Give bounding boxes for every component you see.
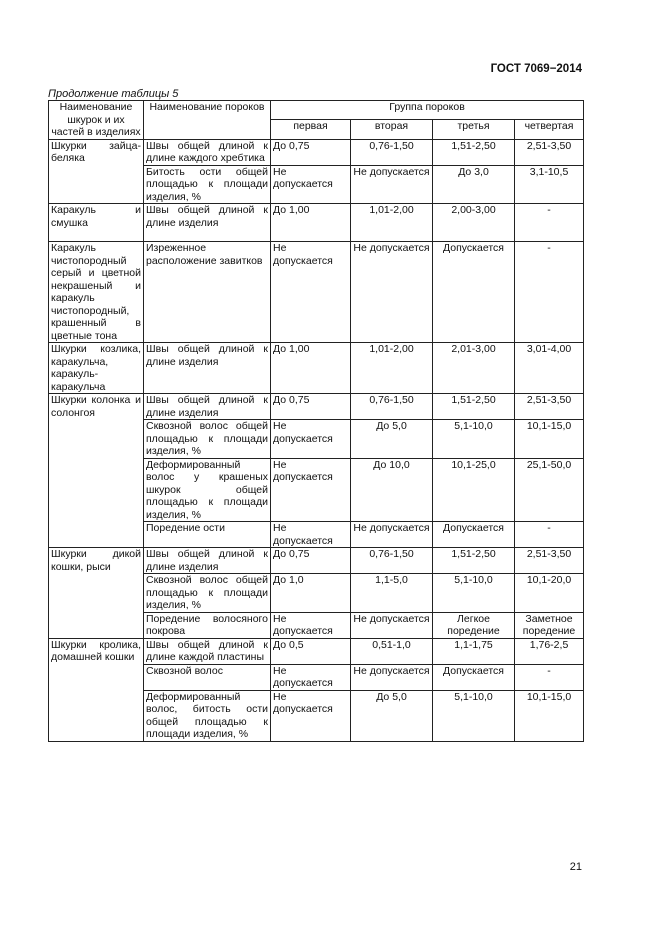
value-cell: 0,76-1,50 <box>351 394 433 420</box>
value-cell: 2,51-3,50 <box>515 548 584 574</box>
value-cell: До 5,0 <box>351 420 433 459</box>
value-cell: Допускается <box>433 242 515 343</box>
defect-cell: Швы общей длиной к длине изделия <box>144 343 271 394</box>
value-cell: Не допускается <box>271 612 351 638</box>
value-cell: 2,01-3,00 <box>433 343 515 394</box>
value-cell: 1,51-2,50 <box>433 548 515 574</box>
skin-name-cell: Шкурки колонка и солонгоя <box>49 394 144 548</box>
defect-cell: Швы общей длиной к длине изделия <box>144 394 271 420</box>
defect-cell: Швы общей длиной к длине каждой пластины <box>144 638 271 664</box>
defect-cell: Деформированный волос, битость ости общей площадью к площади изделия, % <box>144 690 271 741</box>
col-header-g3: третья <box>433 120 515 139</box>
col-header-defect: Наименование пороков <box>144 101 271 140</box>
table-row <box>49 343 584 394</box>
value-cell: Допускается <box>433 664 515 690</box>
value-cell: Не допускается <box>271 664 351 690</box>
value-cell: 5,1-10,0 <box>433 420 515 459</box>
value-cell: 0,76-1,50 <box>351 139 433 165</box>
value-cell: До 0,5 <box>271 638 351 664</box>
value-cell: Легкое поредение <box>433 612 515 638</box>
skin-name-cell: Шкурки дикой кошки, рыси <box>49 548 144 639</box>
value-cell: 1,1-1,75 <box>433 638 515 664</box>
value-cell: 10,1-15,0 <box>515 690 584 741</box>
value-cell: 1,01-2,00 <box>351 204 433 242</box>
value-cell: До 0,75 <box>271 139 351 165</box>
skin-name-cell: Каракуль чистопородный серый и цветной некрашеный и каракуль чистопородный, крашенный в цветные тона <box>49 242 144 343</box>
value-cell: 2,00-3,00 <box>433 204 515 242</box>
value-cell: До 1,0 <box>271 574 351 613</box>
value-cell: - <box>515 522 584 548</box>
value-cell: 25,1-50,0 <box>515 458 584 522</box>
table-row <box>49 139 584 165</box>
value-cell: 1,1-5,0 <box>351 574 433 613</box>
defect-cell: Битость ости общей площадью к площади изделия, % <box>144 165 271 204</box>
value-cell: До 5,0 <box>351 690 433 741</box>
value-cell: До 1,00 <box>271 343 351 394</box>
value-cell: 1,51-2,50 <box>433 139 515 165</box>
defect-cell: Сквозной волос общей площадью к площади изделия, % <box>144 420 271 459</box>
defect-cell: Швы общей длиной к длине изделия <box>144 548 271 574</box>
value-cell: 10,1-20,0 <box>515 574 584 613</box>
table-row <box>49 394 584 420</box>
skin-name-cell: Шкурки зайца-беляка <box>49 139 144 204</box>
defect-cell: Швы общей длиной к длине каждого хребтика <box>144 139 271 165</box>
value-cell: 3,01-4,00 <box>515 343 584 394</box>
skin-name-cell: Шкурки козлика, каракульча, каракуль-каракульча <box>49 343 144 394</box>
table-row <box>49 242 584 343</box>
value-cell: До 0,75 <box>271 548 351 574</box>
value-cell: - <box>515 242 584 343</box>
table-header-row-1 <box>49 101 584 120</box>
value-cell: 5,1-10,0 <box>433 574 515 613</box>
value-cell: 5,1-10,0 <box>433 690 515 741</box>
value-cell: Не допускается <box>351 165 433 204</box>
defect-cell: Поредение волосяного покрова <box>144 612 271 638</box>
col-header-name: Наименование шкурок и их частей в изделиях <box>49 101 144 140</box>
value-cell: - <box>515 664 584 690</box>
table-caption: Продолжение таблицы 5 <box>48 88 179 100</box>
skin-name-cell: Шкурки кролика, домашней кошки <box>49 638 144 741</box>
col-header-g4: четвертая <box>515 120 584 139</box>
value-cell: 1,51-2,50 <box>433 394 515 420</box>
value-cell: 10,1-25,0 <box>433 458 515 522</box>
page-number: 21 <box>569 861 582 873</box>
value-cell: Заметное поредение <box>515 612 584 638</box>
table-row <box>49 548 584 574</box>
value-cell: 1,01-2,00 <box>351 343 433 394</box>
value-cell: 0,51-1,0 <box>351 638 433 664</box>
col-header-g2: вторая <box>351 120 433 139</box>
table-row <box>49 204 584 242</box>
defect-cell: Сквозной волос <box>144 664 271 690</box>
value-cell: - <box>515 204 584 242</box>
defect-cell: Сквозной волос общей площадью к площади изделия, % <box>144 574 271 613</box>
col-header-g1: первая <box>271 120 351 139</box>
value-cell: Не допускается <box>271 242 351 343</box>
defects-table <box>48 100 584 742</box>
col-header-group: Группа пороков <box>271 101 584 120</box>
value-cell: Не допускается <box>351 242 433 343</box>
value-cell: Допускается <box>433 522 515 548</box>
defect-cell: Деформированный волос у крашеных шкурок общей площадью к площади изделия, % <box>144 458 271 522</box>
value-cell: Не допускается <box>271 522 351 548</box>
value-cell: 2,51-3,50 <box>515 139 584 165</box>
value-cell: 3,1-10,5 <box>515 165 584 204</box>
value-cell: Не допускается <box>351 522 433 548</box>
value-cell: 2,51-3,50 <box>515 394 584 420</box>
value-cell: До 10,0 <box>351 458 433 522</box>
defect-cell: Изреженное расположение завитков <box>144 242 271 343</box>
value-cell: 10,1-15,0 <box>515 420 584 459</box>
value-cell: 0,76-1,50 <box>351 548 433 574</box>
value-cell: Не допускается <box>351 664 433 690</box>
value-cell: 1,76-2,5 <box>515 638 584 664</box>
value-cell: Не допускается <box>271 458 351 522</box>
value-cell: Не допускается <box>271 690 351 741</box>
value-cell: Не допускается <box>351 612 433 638</box>
value-cell: Не допускается <box>271 165 351 204</box>
standard-number: ГОСТ 7069−2014 <box>490 63 582 75</box>
table-row <box>49 638 584 664</box>
value-cell: До 1,00 <box>271 204 351 242</box>
value-cell: До 3,0 <box>433 165 515 204</box>
value-cell: До 0,75 <box>271 394 351 420</box>
skin-name-cell: Каракуль и смушка <box>49 204 144 242</box>
defect-cell: Поредение ости <box>144 522 271 548</box>
value-cell: Не допускается <box>271 420 351 459</box>
defect-cell: Швы общей длиной к длине изделия <box>144 204 271 242</box>
